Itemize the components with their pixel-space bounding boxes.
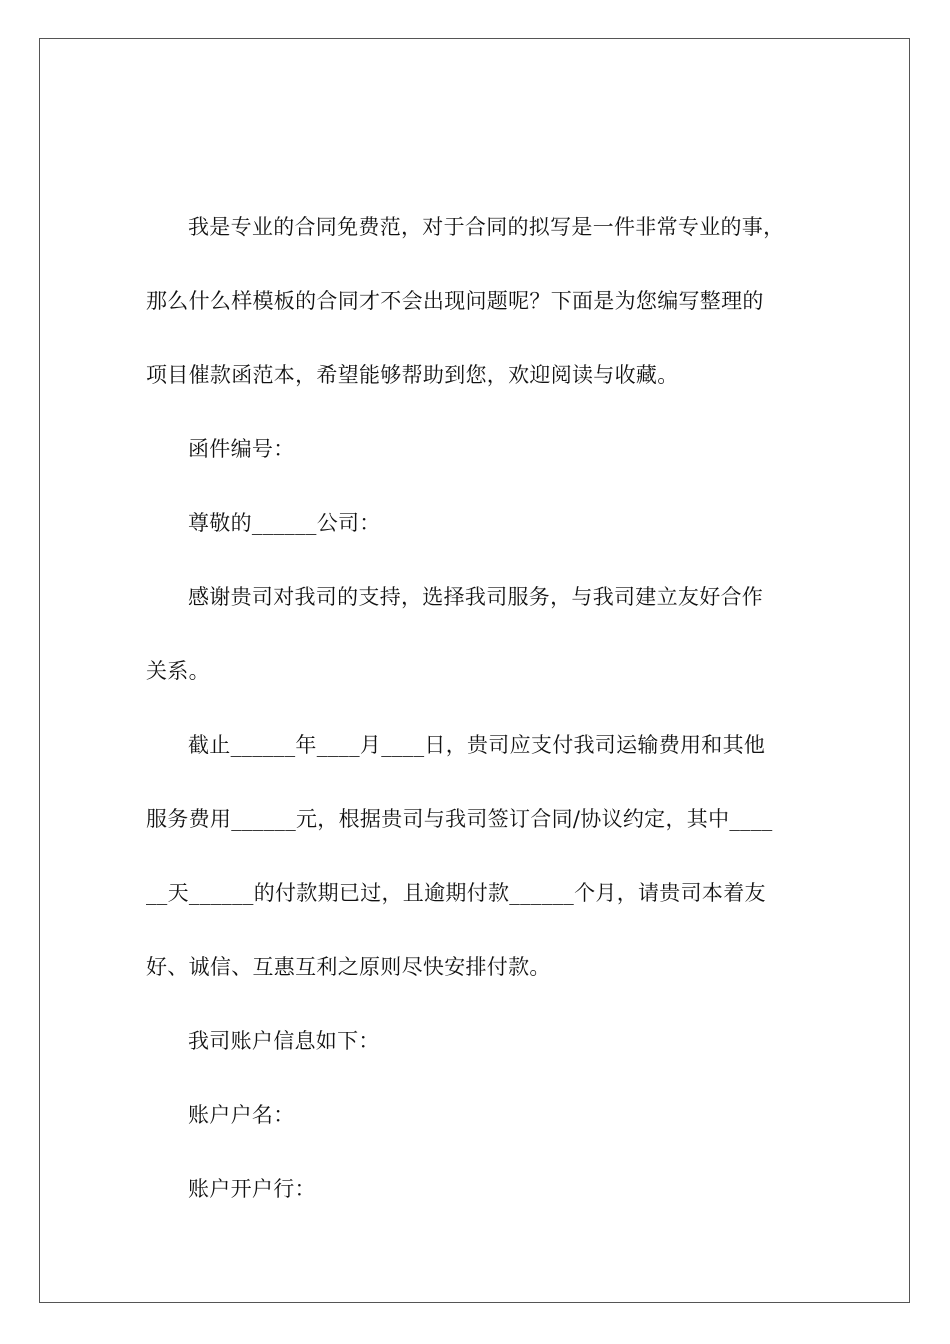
- line-text: 尊敬的______公司：: [188, 511, 381, 535]
- line-text: 账户户名：: [188, 1103, 295, 1127]
- paragraph-line: [146, 264, 806, 338]
- paragraph-line: [146, 930, 806, 1004]
- line-text: 截止______年____月____日，贵司应支付我司运输费用和其他: [188, 733, 766, 757]
- line-text: 我司账户信息如下：: [188, 1029, 380, 1053]
- line-text: 函件编号：: [188, 437, 295, 461]
- paragraph-line: [146, 708, 806, 782]
- line-text: 那么什么样模板的合同才不会出现问题呢？下面是为您编写整理的: [146, 289, 764, 313]
- line-text: 项目催款函范本，希望能够帮助到您，欢迎阅读与收藏。: [146, 363, 679, 387]
- line-text: 好、诚信、互惠互利之原则尽快安排付款。: [146, 955, 551, 979]
- salutation-line: [146, 486, 806, 560]
- line-text: 账户开户行：: [188, 1177, 316, 1201]
- line-text: __天______的付款期已过，且逾期付款______个月，请贵司本着友: [146, 881, 766, 905]
- paragraph-line: [146, 856, 806, 930]
- letter-number-line: [146, 412, 806, 486]
- paragraph-line: [146, 338, 806, 412]
- document-body: [146, 190, 806, 1226]
- line-text: 我是专业的合同免费范，对于合同的拟写是一件非常专业的事，: [188, 215, 785, 239]
- account-info-heading: [146, 1004, 806, 1078]
- paragraph-line: [146, 560, 806, 634]
- line-text: 感谢贵司对我司的支持，选择我司服务，与我司建立友好合作: [188, 585, 764, 609]
- line-text: 服务费用______元，根据贵司与我司签订合同/协议约定，其中____: [146, 807, 773, 831]
- paragraph-line: [146, 782, 806, 856]
- account-bank-line: [146, 1152, 806, 1226]
- account-name-line: [146, 1078, 806, 1152]
- paragraph-line: [146, 190, 806, 264]
- paragraph-line: [146, 634, 806, 708]
- line-text: 关系。: [146, 659, 210, 683]
